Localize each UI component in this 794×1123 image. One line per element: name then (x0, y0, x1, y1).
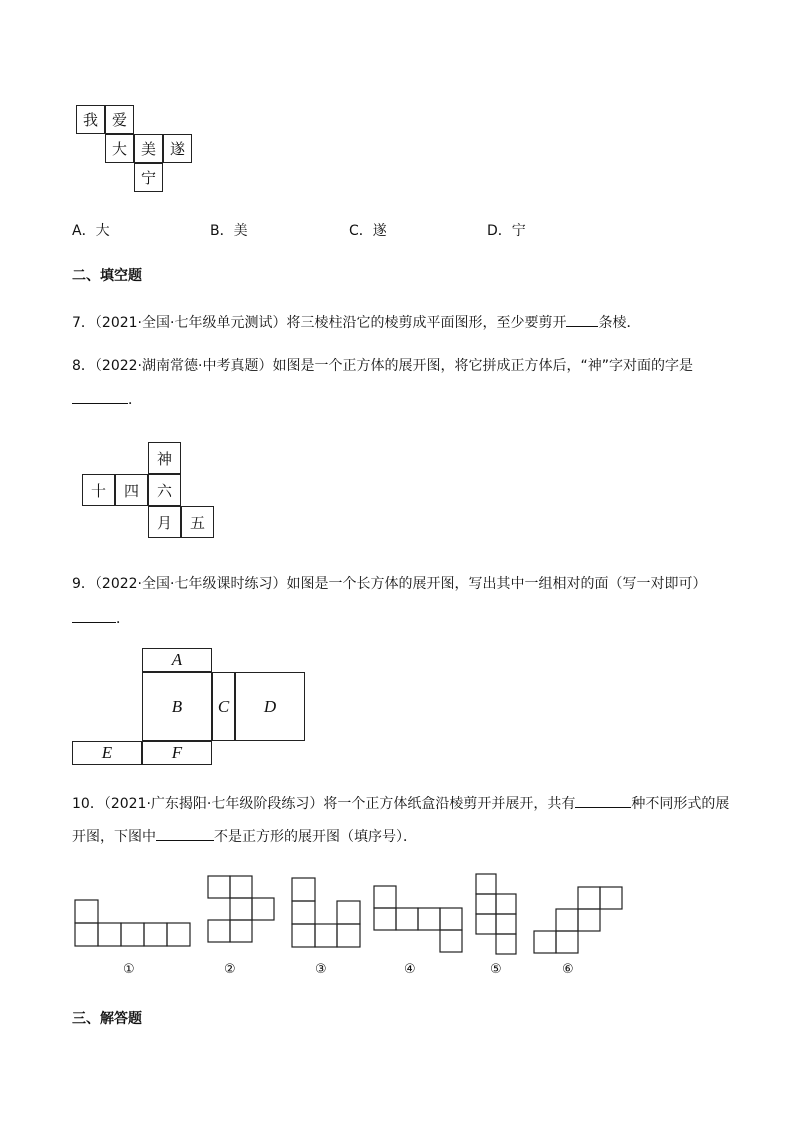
option-text: 遂 (372, 223, 387, 239)
net-figure-2 (208, 876, 274, 942)
net-cell: 美 (134, 134, 163, 163)
net-cell: 月 (148, 506, 181, 538)
question-end: ． (116, 611, 130, 627)
answer-blank (566, 312, 598, 327)
option-letter: B． (210, 223, 234, 239)
net-cell: 宁 (134, 163, 163, 192)
option-d (487, 222, 526, 240)
question-10-line-2 (72, 826, 417, 846)
question-text: 如图是一个正方体的展开图，将它拼成正方体后，“神”字对面的字是 (272, 358, 693, 374)
question-source: （2022·湖南常德·中考真题） (94, 358, 273, 374)
option-a (72, 222, 110, 240)
face-e: E (72, 741, 142, 765)
option-letter: D． (487, 223, 512, 239)
face-b: B (142, 672, 212, 741)
q10-nets-figure (0, 860, 794, 990)
figure-label-4: ④ (404, 962, 416, 977)
option-text: 大 (95, 223, 110, 239)
face-a: A (142, 648, 212, 672)
figure-label-2: ② (224, 962, 236, 977)
question-text: 不是正方形的展开图（填序号）． (214, 829, 417, 845)
answer-blank (72, 389, 128, 404)
option-letter: A． (72, 223, 96, 239)
question-number: 9． (72, 576, 95, 592)
answer-blank (156, 826, 214, 841)
face-d: D (235, 672, 305, 741)
question-8 (72, 357, 693, 375)
option-c (349, 222, 387, 240)
question-end: ． (128, 392, 142, 408)
net-cell: 五 (181, 506, 214, 538)
question-source: （2021·全国·七年级单元测试） (94, 315, 287, 331)
figure-label-5: ⑤ (490, 962, 502, 977)
option-text: 美 (233, 223, 248, 239)
figure-label-3: ③ (315, 962, 327, 977)
question-number: 8． (72, 358, 95, 374)
face-f: F (142, 741, 212, 765)
net-cell: 爱 (105, 105, 134, 134)
question-9 (72, 575, 706, 593)
question-text: 将一个正方体纸盒沿棱剪开并展开，共有 (323, 796, 576, 812)
option-letter: C． (349, 223, 373, 239)
net-figure-5 (476, 874, 516, 954)
question-text: 种不同形式的展 (631, 796, 730, 812)
net-cell: 神 (148, 442, 181, 474)
question-8-answer-line (72, 389, 142, 409)
net-figure-3 (292, 878, 360, 947)
figure-label-6: ⑥ (562, 962, 574, 977)
section-heading-solve: 三、解答题 (72, 1011, 142, 1027)
question-number: 10． (72, 796, 104, 812)
answer-blank (575, 793, 631, 808)
net-cell: 六 (148, 474, 181, 506)
question-text: 将三棱柱沿它的棱剪成平面图形，至少要剪开 (286, 315, 567, 331)
question-text: 如图是一个长方体的展开图，写出其中一组相对的面（写一对即可） (286, 576, 707, 592)
answer-blank (72, 608, 116, 623)
question-7 (72, 312, 640, 332)
option-text: 宁 (511, 223, 526, 239)
figure-label-1: ① (123, 962, 135, 977)
section-heading-fill-blank: 二、填空题 (72, 268, 142, 284)
question-source: （2021·广东揭阳·七年级阶段练习） (103, 796, 324, 812)
question-text: 开图，下图中 (72, 829, 156, 845)
option-b (210, 222, 248, 240)
question-9-answer-line (72, 608, 130, 628)
question-10 (72, 793, 729, 813)
net-figure-4 (374, 886, 462, 952)
question-number: 7． (72, 315, 95, 331)
net-cell: 十 (82, 474, 115, 506)
question-text: 条棱． (598, 315, 641, 331)
face-c: C (212, 672, 235, 741)
net-cell: 遂 (163, 134, 192, 163)
net-cell: 我 (76, 105, 105, 134)
net-cell: 大 (105, 134, 134, 163)
net-cell: 四 (115, 474, 148, 506)
net-figure-6 (534, 887, 622, 953)
net-figure-1 (75, 900, 190, 946)
question-source: （2022·全国·七年级课时练习） (94, 576, 287, 592)
